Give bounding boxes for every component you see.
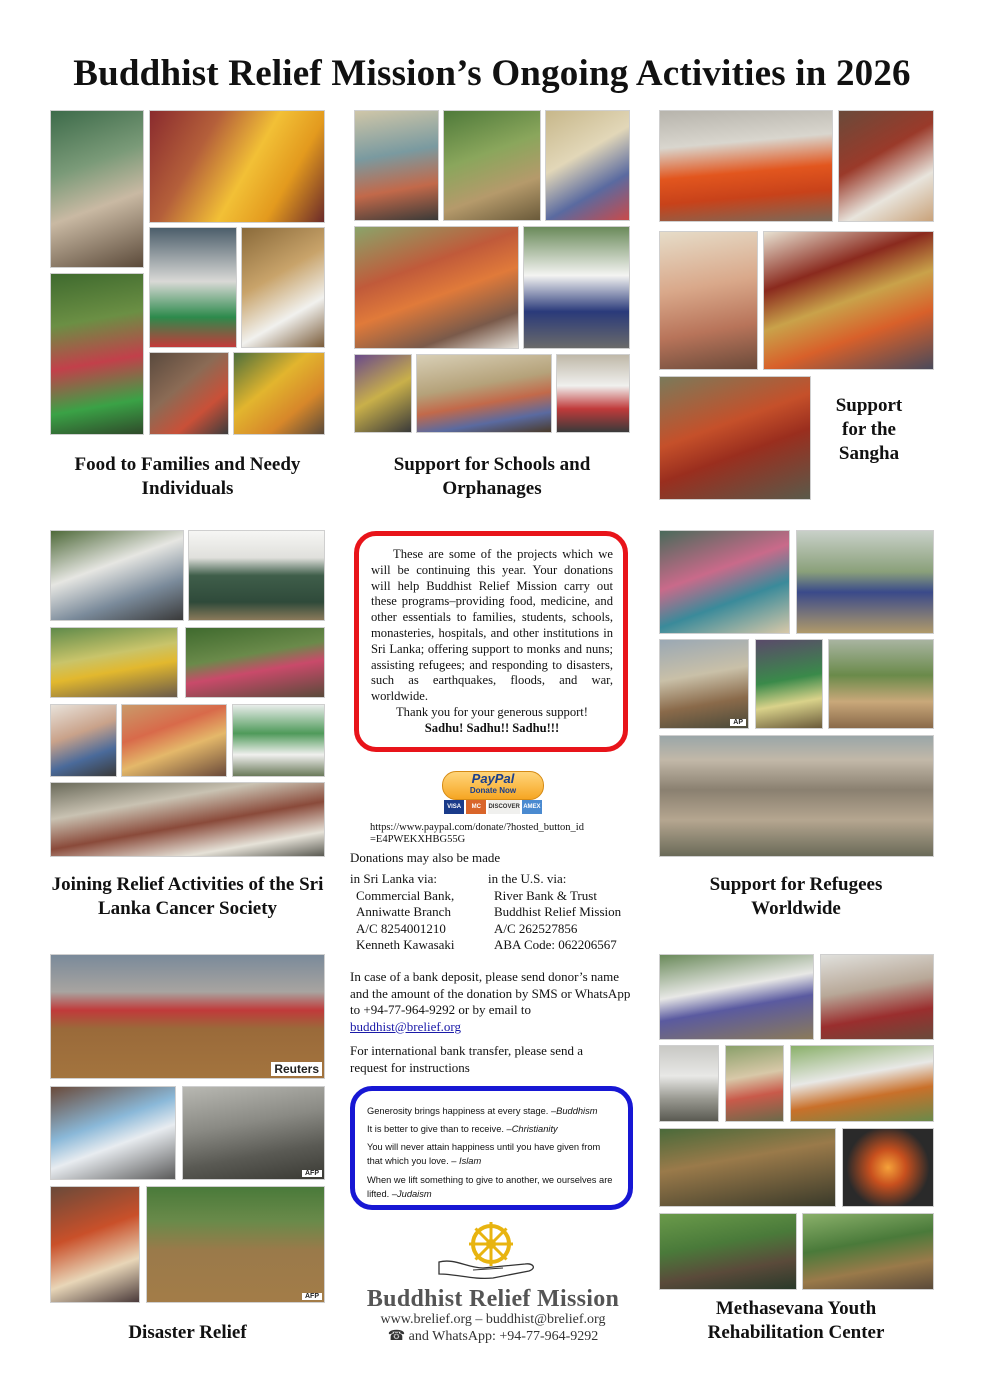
appeal-sadhu: Sadhu! Sadhu!! Sadhu!!! xyxy=(424,720,560,735)
photo-credit-afp-2: AFP xyxy=(302,1293,322,1300)
photo-building-door xyxy=(659,1045,719,1122)
photo-monks-orange xyxy=(659,110,833,222)
sl-line-4: Kenneth Kawasaki xyxy=(356,937,455,952)
photo-flooded-street xyxy=(50,954,325,1079)
photo-orphanage-group xyxy=(354,226,519,349)
photo-garden-youth xyxy=(659,1213,797,1290)
photo-refugee-children xyxy=(659,530,790,634)
dharma-wheel-icon xyxy=(433,1218,543,1284)
photo-green-shed xyxy=(188,530,325,621)
us-line-1: River Bank & Trust xyxy=(494,887,597,903)
sl-heading: in Sri Lanka via: xyxy=(350,871,438,886)
photo-vegetable-garden xyxy=(802,1213,934,1290)
photo-kids-row xyxy=(416,354,552,433)
photo-girls-uniform xyxy=(556,354,630,433)
sl-line-3: A/C 8254001210 xyxy=(356,920,446,936)
dharma-wheel-hand-logo xyxy=(433,1218,543,1284)
sl-line-2: Anniwatte Branch xyxy=(356,904,451,919)
sl-line-1: Commercial Bank, xyxy=(356,887,455,903)
photo-nun-standing xyxy=(659,231,758,370)
food-section-caption: Food to Families and Needy Individuals xyxy=(74,454,301,499)
photo-planting-trees xyxy=(443,110,541,221)
donations-intro: Donations may also be made xyxy=(350,850,501,865)
quote-islam: You will never attain happiness until you have given from that which you love. – Islam xyxy=(367,1142,601,1167)
us-line-3: A/C 262527856 xyxy=(494,920,578,936)
paypal-url[interactable] xyxy=(370,822,630,846)
photo-man-receiving xyxy=(149,352,229,435)
footer-web-line: www.brelief.org – buddhist@brelief.org xyxy=(380,1312,606,1327)
us-heading: in the U.S. via: xyxy=(488,871,567,886)
photo-school-supplies xyxy=(354,354,412,433)
photo-dancer xyxy=(725,1045,784,1122)
photo-man-with-bag xyxy=(149,227,237,348)
photo-refugee-tents xyxy=(796,530,934,634)
photo-refugee-camp-aerial xyxy=(659,735,934,857)
quote-judaism: When we lift something to give to another, we ourselves are lifted. –Judaism xyxy=(367,1175,613,1200)
quotes-box xyxy=(350,1086,633,1210)
photo-classroom-kids xyxy=(545,110,630,221)
photo-earthquake-rubble xyxy=(182,1086,325,1180)
schools-section-caption: Support for Schools and Orphanages xyxy=(393,454,591,499)
photo-credit-reuters: Reuters xyxy=(271,1062,322,1076)
paypal-url-line-2: =E4PWEKXHBG55G xyxy=(370,834,466,845)
photo-lantern-night xyxy=(842,1128,934,1207)
email-link[interactable]: buddhist@brelief.org xyxy=(350,1018,462,1034)
photo-elderly-woman xyxy=(50,110,144,268)
us-line-2: Buddhist Relief Mission xyxy=(494,904,622,919)
paypal-logo-text: PayPal xyxy=(471,771,515,786)
photo-school-uniforms xyxy=(523,226,630,349)
photo-woodwork xyxy=(659,1128,836,1207)
photo-credit-afp-1: AFP xyxy=(302,1170,322,1177)
photo-meeting-room xyxy=(820,954,934,1040)
photo-monks-with-books xyxy=(763,231,934,370)
deposit-note xyxy=(350,969,632,1035)
international-note: For international bank transfer, please send a request for instructions xyxy=(350,1043,584,1075)
methasevana-section-caption: Methasevana Youth Rehabilitation Center xyxy=(707,1298,885,1343)
photo-woman-yellow-scarf xyxy=(233,352,325,435)
photo-relief-sign xyxy=(50,1086,176,1180)
page-title: Buddhist Relief Mission’s Ongoing Activities in 2026 xyxy=(73,53,911,94)
paypal-donate-button[interactable] xyxy=(442,771,544,800)
visa-card-icon: VISA xyxy=(444,800,464,814)
quote-christianity: It is better to give than to receive. –Christianity xyxy=(367,1123,558,1134)
paypal-donate-label: Donate Now xyxy=(469,786,517,795)
appeal-box xyxy=(354,531,628,752)
cancer-section-caption: Joining Relief Activities of the Sri Lanka Cancer Society xyxy=(51,874,324,919)
photo-nurses xyxy=(50,704,117,777)
photo-couple-with-bags xyxy=(50,273,144,435)
photo-medical-camp xyxy=(50,530,184,621)
discover-card-icon: DISCOVER xyxy=(488,800,519,814)
photo-dining-hall xyxy=(50,782,325,857)
disaster-section-caption: Disaster Relief xyxy=(128,1322,247,1343)
org-logo-name: Buddhist Relief Mission xyxy=(366,1286,620,1312)
photo-kids-hospital xyxy=(121,704,227,777)
photo-credit-ap: AP xyxy=(730,719,746,726)
paypal-url-line-1: https://www.paypal.com/donate/?hosted_button_id xyxy=(370,822,584,833)
us-line-4: ABA Code: 062206567 xyxy=(494,937,617,952)
footer-phone-line: ☎ and WhatsApp: +94-77-964-9292 xyxy=(387,1329,599,1344)
photo-monks-flood-victim xyxy=(50,1186,140,1303)
amex-card-icon: AMEX xyxy=(522,800,542,814)
photo-food-line xyxy=(755,639,823,729)
photo-flood-raft xyxy=(146,1186,325,1303)
photo-ceremony xyxy=(790,1045,934,1122)
quote-buddhism: Generosity brings happiness at every stage. –Buddhism xyxy=(367,1106,598,1116)
photo-handing-food xyxy=(241,227,325,348)
photo-crowd-outdoor xyxy=(185,627,325,698)
photo-monk-giving xyxy=(838,110,934,222)
sangha-section-caption: Support for the Sangha xyxy=(835,395,903,464)
card-logos xyxy=(444,800,542,814)
sri-lanka-bank-block xyxy=(350,871,490,954)
appeal-body: These are some of the projects which we will be continuing this year. Your donations will help Buddhist Relief Mission carry out these programs–providing food, medicine, and other essentials to families, students, schools, monasteries, hospitals, and other institutions in Sri Lanka; offering support to monks and nuns; assisting refugees; and responding to disasters, such as earthquakes, floods, and war, worldwide. xyxy=(371,547,613,704)
photo-green-building xyxy=(232,704,325,777)
photo-youth-gathering xyxy=(659,954,814,1040)
photo-refugee-trees xyxy=(828,639,934,729)
appeal-thanks: Thank you for your generous support! xyxy=(395,704,588,719)
photo-carrying-water xyxy=(659,639,749,729)
us-bank-block xyxy=(488,871,633,954)
mastercard-card-icon: MC xyxy=(466,800,486,814)
photo-children-food-bags xyxy=(149,110,325,223)
photo-food-tables xyxy=(50,627,178,698)
deposit-note-text: In case of a bank deposit, please send donor’s name and the amount of the donation by SMS or WhatsApp to +94-77-964-9292 or by email to xyxy=(350,969,631,1017)
photo-children-room xyxy=(354,110,439,221)
photo-monks-seated xyxy=(659,376,811,500)
refugees-section-caption: Support for Refugees Worldwide xyxy=(709,874,883,919)
